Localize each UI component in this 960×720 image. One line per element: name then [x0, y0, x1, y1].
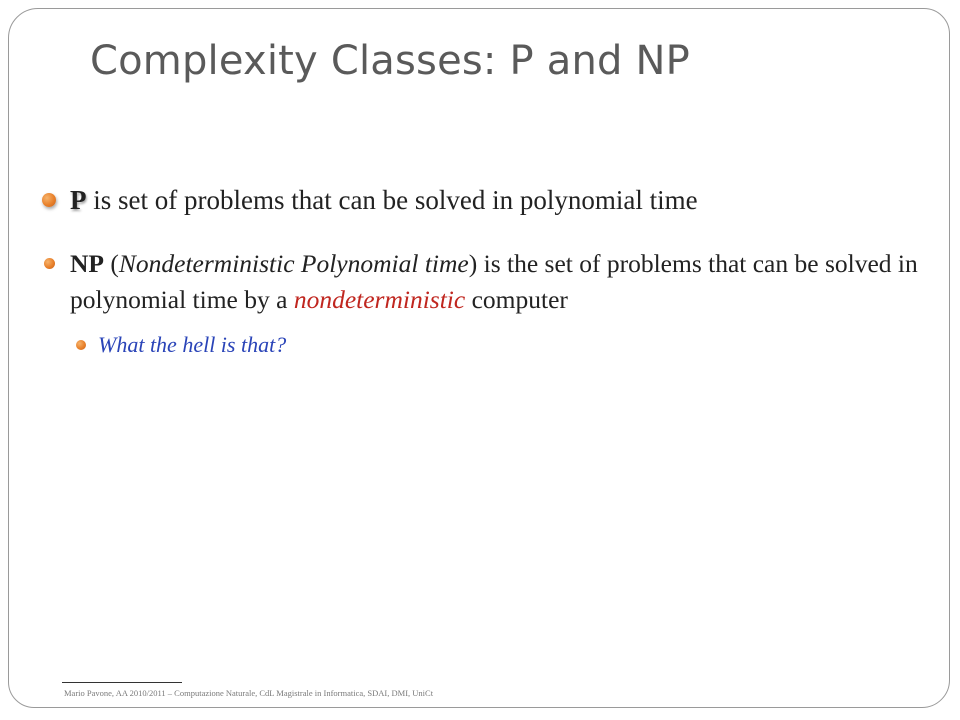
bullet-p-text: is set of problems that can be solved in polynomial time	[86, 185, 698, 215]
nondeterministic-highlight: nondeterministic	[293, 285, 466, 314]
np-expansion: Nondeterministic Polynomial time	[118, 249, 469, 278]
sub-bullet	[72, 330, 918, 360]
bullet-np-text: ) is the set of problems that can be solved in polynomial time by a	[70, 249, 918, 314]
footer-divider	[62, 682, 182, 683]
slide-content	[38, 180, 918, 360]
bullet-dot-icon	[44, 258, 55, 269]
sub-bullet-dot-icon	[76, 340, 86, 350]
np-open-paren: (	[104, 249, 119, 278]
bullet-np-end: computer	[465, 285, 568, 314]
term-p: P	[70, 185, 87, 215]
term-np: NP	[70, 249, 104, 278]
bullet-np	[38, 246, 918, 318]
slide-title: Complexity Classes: P and NP	[90, 38, 690, 84]
bullet-dot-icon	[42, 193, 56, 207]
footer-credit: Mario Pavone, AA 2010/2011 – Computazione Naturale, CdL Magistrale in Informatica, SDAI, DMI, UniCt	[64, 688, 434, 698]
bullet-p	[38, 180, 918, 220]
sub-bullet-text: What the hell is that?	[98, 332, 287, 357]
